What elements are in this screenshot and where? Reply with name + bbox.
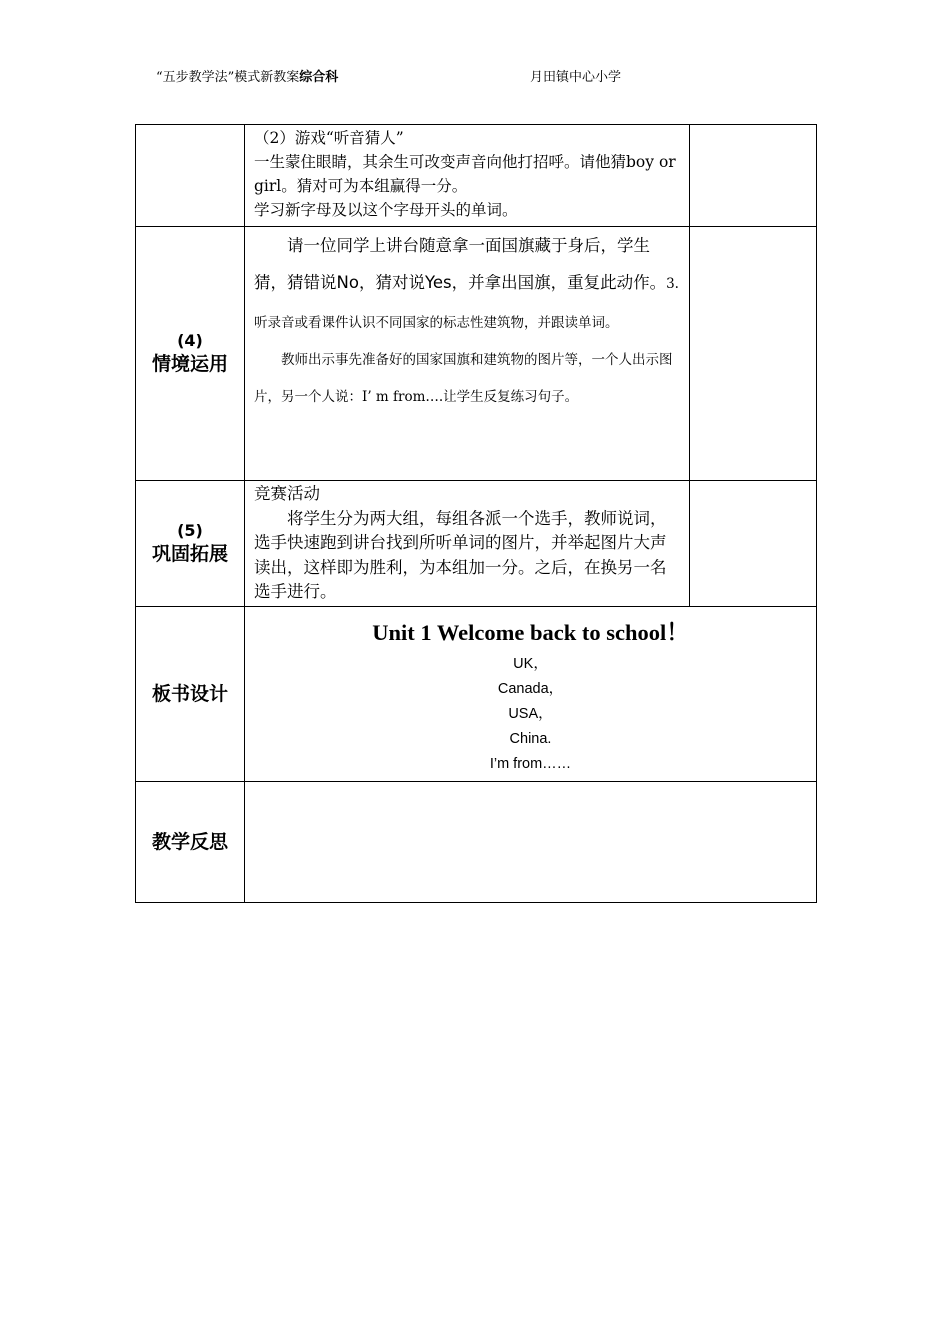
consolidate-title: 巩固拓展 <box>151 543 228 565</box>
situation-number: (4) <box>177 331 203 350</box>
row-label-consolidate <box>136 481 245 607</box>
header-subject: 综合科 <box>299 70 339 85</box>
board-line-china: China. <box>509 731 552 747</box>
board-line-sentence: I’m from…… <box>489 756 572 772</box>
table-row-game <box>136 125 817 227</box>
cell-notes <box>690 227 817 481</box>
cell-game <box>245 125 690 227</box>
lesson-plan-table <box>135 124 817 903</box>
page-header <box>0 66 950 86</box>
row-label-reflection: 教学反思 <box>136 782 245 903</box>
situation-title: 情境运用 <box>151 353 228 375</box>
situation-teacher-activity: 教师出示事先准备好的国家国旗和建筑物的图片等，一个人出示图片，另一个人说：I’ m from….让学生反复练习句子。 <box>254 352 673 405</box>
cell-board <box>245 607 817 782</box>
cell-consolidate <box>245 481 690 607</box>
cell-situation <box>245 227 690 481</box>
game-description: 一生蒙住眼睛，其余生可改变声音向他打招呼。请他猜boy or girl。猜对可为本组赢得一分。 <box>254 153 676 195</box>
row-label-situation <box>136 227 245 481</box>
table-row-board <box>136 607 817 782</box>
consolidate-number: (5) <box>177 521 203 540</box>
table-row-reflection <box>136 782 817 903</box>
row-label-empty <box>136 125 245 227</box>
cell-reflection <box>245 782 817 903</box>
game-title: （2）游戏“听音猜人” <box>254 129 404 147</box>
cell-notes <box>690 125 817 227</box>
table-row-situation <box>136 227 817 481</box>
consolidate-description: 将学生分为两大组，每组各派一个选手，教师说词，选手快速跑到讲台找到所听单词的图片，并举起图片大声读出，这样即为胜利，为本组加一分。之后，在换另一名选手进行。 <box>254 508 667 601</box>
header-school: 月田镇中心小学 <box>530 70 622 85</box>
board-line-usa: USA， <box>508 706 553 722</box>
table-row-consolidate <box>136 481 817 607</box>
situation-paragraph: 请一位同学上讲台随意拿一面国旗藏于身后，学生猜，猜错说No，猜对说Yes，并拿出国旗，重复此动作。3.听录音或看课件认识不同国家的标志性建筑物，并跟读单词。 <box>254 236 679 331</box>
header-title: “五步教学法”模式新教案 <box>156 70 300 85</box>
board-line-canada: Canada， <box>497 681 564 697</box>
cell-notes <box>690 481 817 607</box>
game-new-letters: 学习新字母及以这个字母开头的单词。 <box>254 201 518 219</box>
row-label-board: 板书设计 <box>136 607 245 782</box>
board-heading: Unit 1 Welcome back to school！ <box>372 620 689 645</box>
consolidate-activity-name: 竞赛活动 <box>254 484 320 503</box>
board-line-uk: UK， <box>513 656 548 672</box>
header-left <box>156 66 338 85</box>
